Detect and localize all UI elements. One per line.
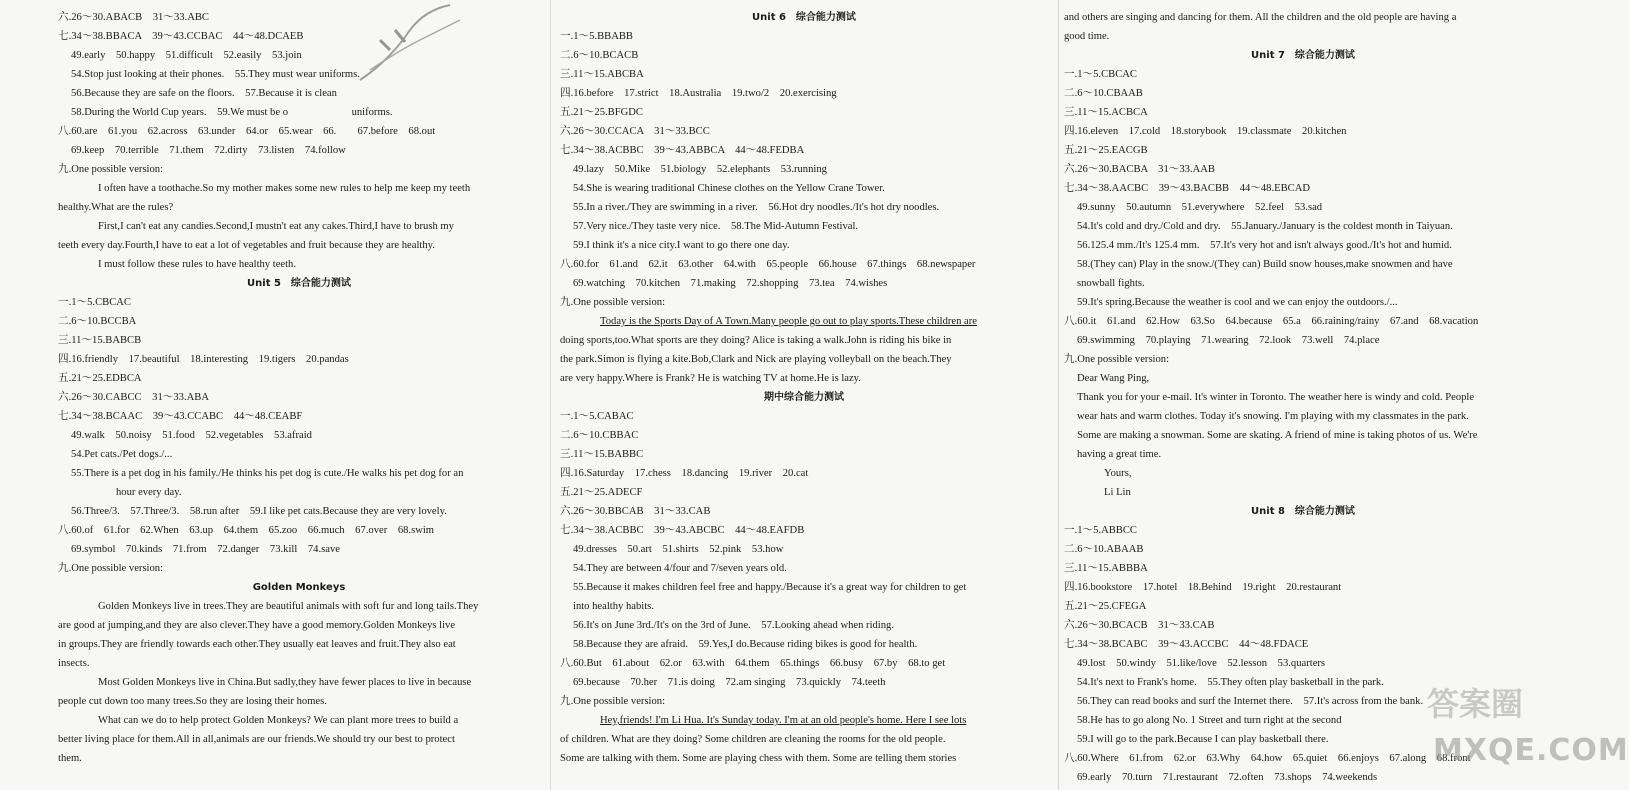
answer-line: What can we do to help protect Golden Monkeys? We can plant more trees to build a (98, 715, 459, 726)
answer-line: 五.21～25.EDBCA (58, 373, 142, 384)
answer-line: 59.I think it's a nice city.I want to go there one day. (573, 240, 790, 251)
answer-line: 55.In a river./They are swimming in a river. 56.Hot dry noodles./It's hot dry noodles. (573, 202, 940, 213)
answer-line: Golden Monkeys live in trees.They are beautiful animals with soft fur and long tails.They (98, 601, 479, 612)
answer-column-2 (560, 0, 1048, 790)
answer-column-3 (1064, 0, 1542, 790)
answer-line: 九.One possible version: (560, 297, 666, 308)
answer-line: Yours, (1104, 468, 1132, 479)
answer-line: I must follow these rules to have healthy teeth. (98, 259, 296, 270)
answer-line: Dear Wang Ping, (1077, 373, 1150, 384)
answer-line: 七.34～38.BCAAC 39～43.CCABC 44～48.CEABF (58, 411, 303, 422)
answer-line: 五.21～25.EACGB (1064, 145, 1148, 156)
answer-line: 一.1～5.BBABB (560, 31, 633, 42)
answer-line: 四.16.bookstore 17.hotel 18.Behind 19.right 20.restaurant (1064, 582, 1342, 593)
answer-line: 七.34～38.BCABC 39～43.ACCBC 44～48.FDACE (1064, 639, 1309, 650)
answer-line: 四.16.before 17.strict 18.Australia 19.two/2 20.exercising (560, 88, 837, 99)
answer-line: doing sports,too.What sports are they doing? Alice is taking a walk.John is riding his bike in (560, 335, 952, 346)
answer-line: 56.It's on June 3rd./It's on the 3rd of June. 57.Looking ahead when riding. (573, 620, 894, 631)
answer-line: 59.It's spring.Because the weather is cool and we can enjoy the outdoors./... (1077, 297, 1398, 308)
answer-line: 二.6～10.BCCBA (58, 316, 137, 327)
answer-line: 四.16.friendly 17.beautiful 18.interesting 19.tigers 20.pandas (58, 354, 349, 365)
answer-line: 一.1～5.CABAC (560, 411, 634, 422)
answer-line: good time. (1064, 31, 1110, 42)
answer-line: 54.Pet cats./Pet dogs./... (71, 449, 173, 460)
answer-line: 三.11～15.BABCB (58, 335, 142, 346)
answer-line: 55.There is a pet dog in his family./He thinks his pet dog is cute./He walks his pet dog for an (71, 468, 464, 479)
ink-scribble-mark (350, 0, 470, 90)
answer-line: having a great time. (1077, 449, 1162, 460)
answer-line: 三.11～15.ABBBA (1064, 563, 1148, 574)
answer-line: 八.60.it 61.and 62.How 63.So 64.because 65.a 66.raining/rainy 67.and 68.vacation (1064, 316, 1479, 327)
answer-line: 58.During the World Cup years. 59.We must be o uniforms. (71, 107, 393, 118)
answer-line: 七.34～38.AACBC 39～43.BACBB 44～48.EBCAD (1064, 183, 1311, 194)
answer-line: 一.1～5.ABBCC (1064, 525, 1137, 536)
answer-line: 69.symbol 70.kinds 71.from 72.danger 73.kill 74.save (71, 544, 340, 555)
answer-line: of children. What are they doing? Some children are cleaning the rooms for the old people. (560, 734, 946, 745)
answer-line: 49.sunny 50.autumn 51.everywhere 52.feel 53.sad (1077, 202, 1323, 213)
answer-line: 二.6～10.CBBAC (560, 430, 639, 441)
answer-line: 八.60.of 61.for 62.When 63.up 64.them 65.zoo 66.much 67.over 68.swim (58, 525, 435, 536)
answer-line: Most Golden Monkeys live in China.But sadly,they have fewer places to live in because (98, 677, 472, 688)
answer-line: 49.lost 50.windy 51.like/love 52.lesson 53.quarters (1077, 658, 1326, 669)
answer-line: 59.I will go to the park.Because I can play basketball there. (1077, 734, 1329, 745)
section-heading: Golden Monkeys (252, 582, 346, 593)
section-heading: Unit 6 综合能力测试 (752, 12, 856, 23)
answer-line: hour every day. (116, 487, 182, 498)
answer-line: 七.34～38.BBACA 39～43.CCBAC 44～48.DCAEB (58, 31, 304, 42)
answer-line: people cut down too many trees.So they are losing their homes. (58, 696, 327, 707)
answer-line: 六.26～30.CABCC 31～33.ABA (58, 392, 209, 403)
column-divider (550, 0, 551, 790)
answer-line: 八.60.for 61.and 62.it 63.other 64.with 65.people 66.house 67.things 68.newspaper (560, 259, 976, 270)
answer-line: in groups.They are friendly towards each other.They usually eat leaves and fruit.They also eat (58, 639, 456, 650)
site-watermark (1415, 675, 1629, 785)
answer-line: insects. (58, 658, 90, 669)
answer-line: 54.It's cold and dry./Cold and dry. 55.January./January is the coldest month in Taiyuan. (1077, 221, 1453, 232)
answer-line: 九.One possible version: (560, 696, 666, 707)
answer-line: 49.dresses 50.art 51.shirts 52.pink 53.how (573, 544, 784, 555)
answer-line: 八.60.But 61.about 62.or 63.with 64.them 65.things 66.busy 67.by 68.to get (560, 658, 946, 669)
answer-line: Thank you for your e-mail. It's winter in Toronto. The weather here is windy and cold. People (1077, 392, 1475, 403)
answer-line: 54.She is wearing traditional Chinese clothes on the Yellow Crane Tower. (573, 183, 885, 194)
answer-line: 69.keep 70.terrible 71.them 72.dirty 73.listen 74.follow (71, 145, 346, 156)
answer-line: 四.16.Saturday 17.chess 18.dancing 19.river 20.cat (560, 468, 809, 479)
answer-line: 56.125.4 mm./It's 125.4 mm. 57.It's very hot and isn't always good./It's hot and humid. (1077, 240, 1452, 251)
answer-line: 69.watching 70.kitchen 71.making 72.shopping 73.tea 74.wishes (573, 278, 888, 289)
answer-line: 七.34～38.ACBBC 39～43.ABCBC 44～48.EAFDB (560, 525, 805, 536)
section-heading: Unit 5 综合能力测试 (247, 278, 351, 289)
answer-line: 56.Three/3. 57.Three/3. 58.run after 59.I like pet cats.Because they are very lovely. (71, 506, 447, 517)
answer-line: Some are talking with them. Some are playing chess with them. Some are telling them stories (560, 753, 957, 764)
answer-line: 57.Very nice./They taste very nice. 58.The Mid-Autumn Festival. (573, 221, 859, 232)
answer-line: 五.21～25.CFEGA (1064, 601, 1147, 612)
column-divider (1058, 0, 1059, 790)
answer-line: 二.6～10.ABAAB (1064, 544, 1144, 555)
answer-line: Hey,friends! I'm Li Hua. It's Sunday today. I'm at an old people's home. Here I see lots (600, 715, 967, 726)
answer-line: 七.34～38.ACBBC 39～43.ABBCA 44～48.FEDBA (560, 145, 805, 156)
answer-line: 58.Because they are afraid. 59.Yes,I do.Because riding bikes is good for health. (573, 639, 918, 650)
answer-line: Some are making a snowman. Some are skating. A friend of mine is taking photos of us. We're (1077, 430, 1478, 441)
answer-line: 58.(They can) Play in the snow./(They can) Build snow houses,make snowmen and have (1077, 259, 1453, 270)
answer-line: snowball fights. (1077, 278, 1145, 289)
answer-line: healthy.What are the rules? (58, 202, 174, 213)
answer-line: 二.6～10.BCACB (560, 50, 639, 61)
answer-line: 六.26～30.CCACA 31～33.BCC (560, 126, 710, 137)
answer-line: them. (58, 753, 82, 764)
answer-line: 55.Because it makes children feel free and happy./Because it's a great way for children to get (573, 582, 967, 593)
answer-line: 58.He has to go along No. 1 Street and turn right at the second (1077, 715, 1342, 726)
answer-line: 54.Stop just looking at their phones. 55.They must wear uniforms. (71, 69, 360, 80)
answer-line: the park.Simon is flying a kite.Bob,Clark and Nick are playing volleyball on the beach.They (560, 354, 952, 365)
answer-line: 二.6～10.CBAAB (1064, 88, 1143, 99)
answer-line: are very happy.Where is Frank? He is watching TV at home.He is lazy. (560, 373, 861, 384)
answer-line: 三.11～15.ABCBA (560, 69, 644, 80)
watermark-logo-text: 答案圈 (1427, 685, 1524, 723)
answer-line: 56.Because they are safe on the floors. 57.Because it is clean (71, 88, 337, 99)
answer-line: 六.26～30.BBCAB 31～33.CAB (560, 506, 711, 517)
answer-line: 六.26～30.ABACB 31～33.ABC (58, 12, 209, 23)
answer-line: teeth every day.Fourth,I have to eat a lot of vegetables and fruit because they are healthy. (58, 240, 435, 251)
section-heading: Unit 7 综合能力测试 (1251, 50, 1355, 61)
answer-line: 四.16.eleven 17.cold 18.storybook 19.classmate 20.kitchen (1064, 126, 1347, 137)
section-heading: Unit 8 综合能力测试 (1251, 506, 1355, 517)
answer-line: First,I can't eat any candies.Second,I mustn't eat any cakes.Third,I have to brush my (98, 221, 454, 232)
answer-line: better living place for them.All in all,animals are our friends.We should try our best to protect (58, 734, 455, 745)
answer-line: 69.because 70.her 71.is doing 72.am singing 73.quickly 74.teeth (573, 677, 886, 688)
answer-line: 56.They can read books and surf the Internet there. 57.It's across from the bank. (1077, 696, 1424, 707)
answer-line: 五.21～25.ADECF (560, 487, 643, 498)
answer-line: 49.early 50.happy 51.difficult 52.easily 53.join (71, 50, 302, 61)
answer-line: I often have a toothache.So my mother makes some new rules to help me keep my teeth (98, 183, 471, 194)
answer-line: 三.11～15.ACBCA (1064, 107, 1148, 118)
answer-line: 一.1～5.CBCAC (1064, 69, 1137, 80)
answer-column-1 (58, 0, 540, 790)
answer-line: wear hats and warm clothes. Today it's snowing. I'm playing with my classmates in the park. (1077, 411, 1469, 422)
answer-line: 六.26～30.BCACB 31～33.CAB (1064, 620, 1215, 631)
answer-line: 九.One possible version: (58, 563, 164, 574)
answer-line: 九.One possible version: (1064, 354, 1170, 365)
answer-line: 49.lazy 50.Mike 51.biology 52.elephants 53.running (573, 164, 827, 175)
answer-line: are good at jumping,and they are also clever.They have a good memory.Golden Monkeys live (58, 620, 456, 631)
answer-line: 69.swimming 70.playing 71.wearing 72.look 73.well 74.place (1077, 335, 1380, 346)
answer-line: Today is the Sports Day of A Town.Many people go out to play sports.These children are (600, 316, 977, 327)
answer-line: 九.One possible version: (58, 164, 164, 175)
answer-line: 49.walk 50.noisy 51.food 52.vegetables 53.afraid (71, 430, 312, 441)
answer-line: into healthy habits. (573, 601, 654, 612)
watermark-url: MXQE.COM (1433, 733, 1629, 768)
section-heading: 期中综合能力测试 (764, 392, 844, 403)
answer-line: 一.1～5.CBCAC (58, 297, 131, 308)
answer-line: 54.They are between 4/four and 7/seven years old. (573, 563, 787, 574)
answer-line: 54.It's next to Frank's home. 55.They often play basketball in the park. (1077, 677, 1384, 688)
answer-line: 八.60.Where 61.from 62.or 63.Why 64.how 65.quiet 66.enjoys 67.along 68.front (1064, 753, 1471, 764)
answer-line: 五.21～25.BFGDC (560, 107, 643, 118)
answer-line: Li Lin (1104, 487, 1131, 498)
answer-line: 69.early 70.turn 71.restaurant 72.often 73.shops 74.weekends (1077, 772, 1378, 783)
answer-line: 三.11～15.BABBC (560, 449, 644, 460)
answer-line: and others are singing and dancing for them. All the children and the old people are having a (1064, 12, 1457, 23)
answer-line: 八.60.are 61.you 62.across 63.under 64.or 65.wear 66. 67.before 68.out (58, 126, 436, 137)
answer-line: 六.26～30.BACBA 31～33.AAB (1064, 164, 1215, 175)
